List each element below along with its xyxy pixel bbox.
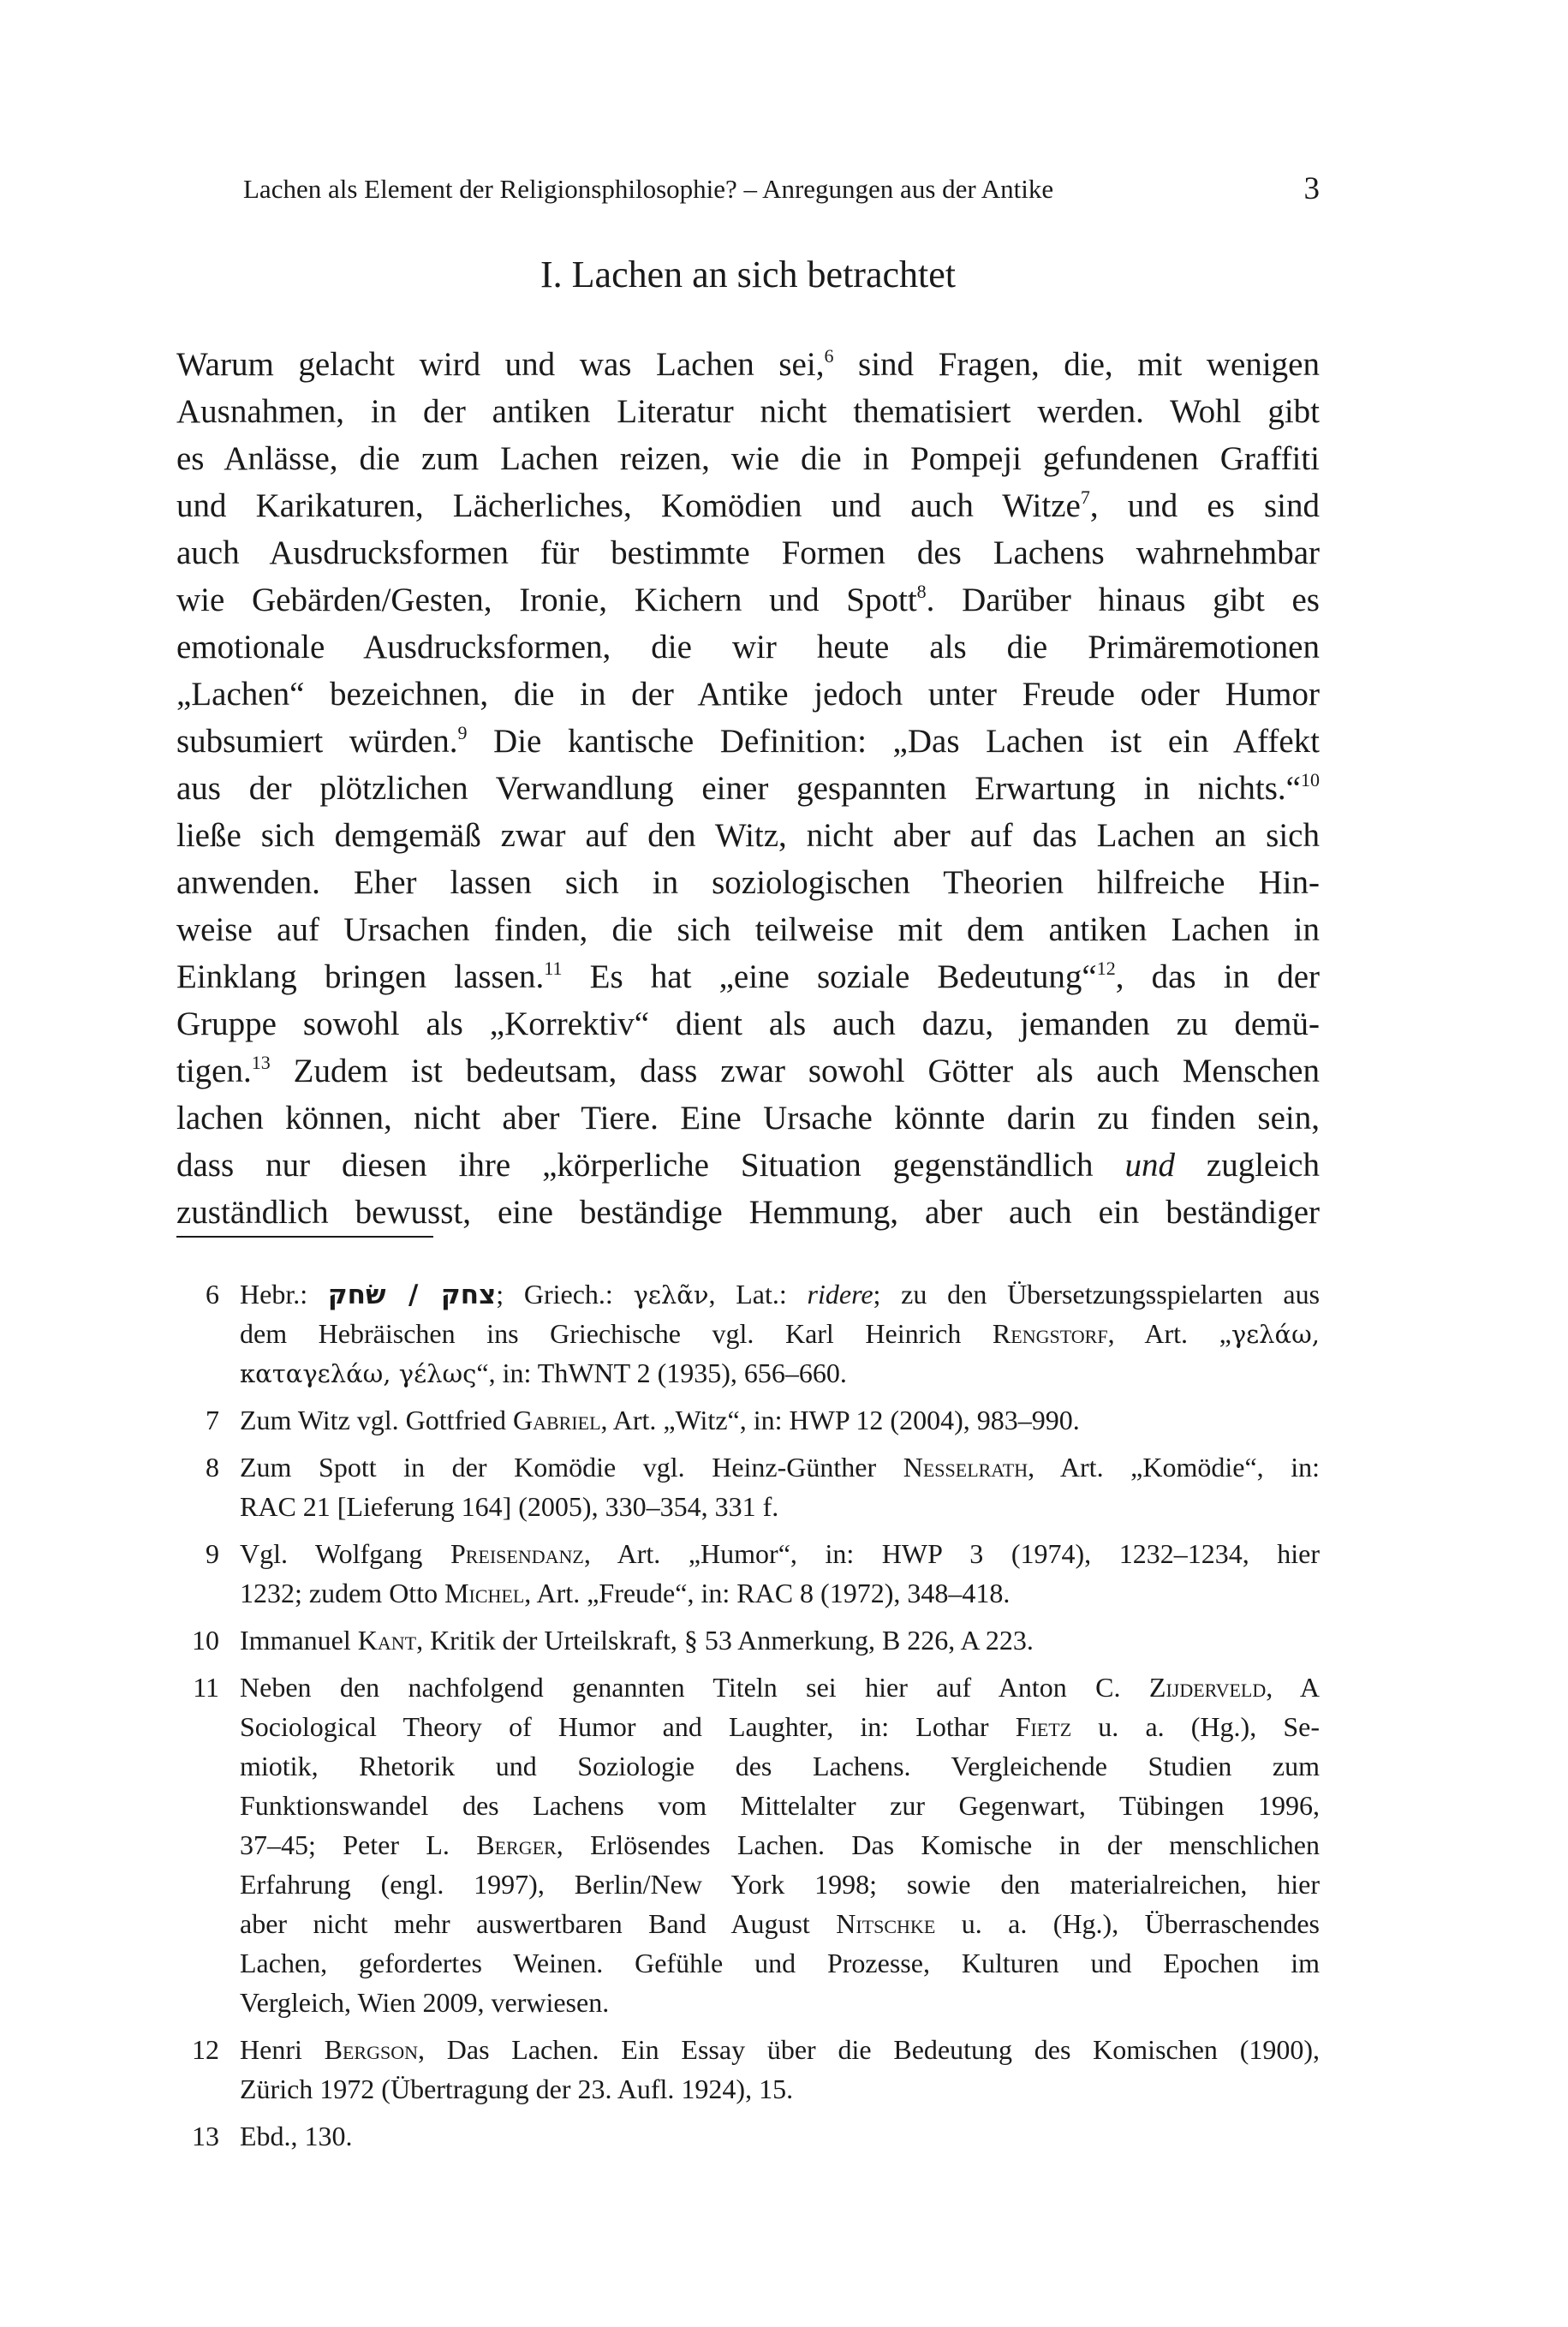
text-segment: Es hat „eine soziale Bedeutung“ (562, 958, 1097, 995)
author-name: Michel (444, 1578, 525, 1608)
author-name: Nesselrath (903, 1452, 1028, 1483)
text-segment: , Art. „Humor“, in: HWP 3 (1974), 1232–1234, hier (583, 1538, 1321, 1569)
author-name: Gabriel (512, 1405, 601, 1435)
footnote-line (240, 1668, 1320, 1707)
footnote-number: 12 (192, 2034, 219, 2065)
text-segment: , A (1266, 1672, 1321, 1703)
text-segment: u. a. (Hg.), Überraschendes (935, 1908, 1321, 1939)
footnote-line: Vergleich, Wien 2009, verwiesen. (240, 1987, 610, 2018)
footnotes (176, 1274, 1320, 2163)
text-segment: Hebr.: (240, 1279, 328, 1310)
footnote-number: 13 (192, 2121, 219, 2151)
footnote-line (240, 1400, 1320, 1440)
footnote-line: Funktionswandel des Lachens vom Mittelalter zur Gegenwart, Tübingen 1996, (240, 1790, 1320, 1821)
author-name: Rengstorf (992, 1318, 1108, 1349)
footnote-line: Ebd., 130. (240, 2121, 353, 2151)
text-segment: Immanuel (240, 1625, 358, 1656)
footnote-number: 9 (206, 1538, 219, 1569)
body-line: zuständlich bewusst, eine beständige Hemmung, aber auch ein beständiger (176, 1194, 1320, 1231)
text-segment: Einklang bringen lassen. (176, 958, 545, 995)
body-line: auch Ausdrucksformen für bestimmte Formen des Lachens wahrnehmbar (176, 534, 1320, 571)
body-text (176, 341, 1320, 1236)
text-segment: 37–45; Peter L. (240, 1829, 477, 1860)
footnote-number: 8 (206, 1452, 219, 1483)
text-segment: , Art. „Freude“, in: RAC 8 (1972), 348–418. (524, 1578, 1011, 1608)
author-name: Nitschke (836, 1908, 936, 1939)
footnote-line (240, 1825, 1320, 1865)
text-segment: u. a. (Hg.), Se- (1071, 1711, 1321, 1742)
body-line (176, 953, 1320, 1000)
text-segment: sind Fragen, die, mit wenigen (833, 346, 1320, 383)
body-line (176, 1047, 1320, 1095)
text-segment: 1232; zudem Otto (240, 1578, 445, 1608)
footnote-line: Zürich 1972 (Übertragung der 23. Aufl. 1924), 15. (240, 2073, 794, 2104)
body-line (176, 1142, 1320, 1189)
running-title: Lachen als Element der Religionsphilosophie? – Anregungen aus der Antike (243, 174, 1054, 204)
text-segment: Zudem ist bedeutsam, dass zwar sowohl Götter als auch Menschen (270, 1053, 1320, 1089)
body-line: es Anlässe, die zum Lachen reizen, wie die in Pompeji gefundenen Graffiti (176, 440, 1320, 477)
footnote-ref-7[interactable]: 7 (1080, 486, 1090, 508)
footnote-11 (176, 1668, 1320, 2022)
text-segment: , und es sind (1089, 487, 1320, 524)
footnote-10 (176, 1620, 1320, 1660)
footnote-ref-10[interactable]: 10 (1301, 769, 1320, 791)
body-line (176, 482, 1320, 529)
author-name: Kant (357, 1625, 417, 1656)
body-line: lachen können, nicht aber Tiere. Eine Ursache könnte darin zu finden sein, (176, 1100, 1320, 1137)
footnote-ref-12[interactable]: 12 (1096, 958, 1116, 979)
text-segment: ; zu den Übersetzungsspielarten aus (873, 1279, 1321, 1310)
text-segment: , das in der (1115, 958, 1320, 995)
body-line: Gruppe sowohl als „Korrektiv“ dient als auch dazu, jemanden zu demü- (176, 1005, 1320, 1042)
footnote-8 (176, 1447, 1320, 1526)
text-segment: Zum Spott in der Komödie vgl. Heinz-Günther (240, 1452, 903, 1483)
body-line: „Lachen“ bezeichnen, die in der Antike jedoch unter Freude oder Humor (176, 676, 1320, 713)
footnote-line (240, 1707, 1320, 1746)
text-segment: Warum gelacht wird und was Lachen sei, (176, 346, 825, 383)
text-segment: , Art. „Witz“, in: HWP 12 (2004), 983–990. (600, 1405, 1080, 1435)
footnote-line: Erfahrung (engl. 1997), Berlin/New York 1998; sowie den materialreichen, hier (240, 1869, 1320, 1900)
body-line: anwenden. Eher lassen sich in soziologischen Theorien hilfreiche Hin- (176, 864, 1320, 901)
footnote-line (240, 1447, 1320, 1487)
greek-text: γελάω, (1231, 1320, 1320, 1349)
footnote-number: 11 (193, 1672, 219, 1703)
footnote-line (240, 1534, 1320, 1573)
text-segment: dass nur diesen ihre „körperliche Situation gegenständlich (176, 1147, 1125, 1184)
author-name: Fietz (1015, 1711, 1072, 1742)
footnote-line (240, 1353, 1320, 1393)
text-segment: dem Hebräischen ins Griechische vgl. Karl Heinrich (240, 1318, 993, 1349)
text-segment: aus der plötzlichen Verwandlung einer gespannten Erwartung in nichts.“ (176, 770, 1301, 807)
footnote-6 (176, 1274, 1320, 1393)
text-segment: , Lat.: (708, 1279, 808, 1310)
footnote-9 (176, 1534, 1320, 1613)
body-line: Ausnahmen, in der antiken Literatur nicht thematisiert werden. Wohl gibt (176, 393, 1320, 430)
text-segment: “, in: ThWNT 2 (1935), 656–660. (476, 1357, 847, 1388)
author-name: Bergson (324, 2034, 418, 2065)
text-segment: , Das Lachen. Ein Essay über die Bedeutung des Komischen (1900), (418, 2034, 1321, 2065)
text-segment: aber nicht mehr auswertbaren Band August (240, 1908, 837, 1939)
footnote-line (240, 2030, 1320, 2069)
text-segment: subsumiert würden. (176, 723, 458, 760)
footnote-number: 6 (206, 1279, 219, 1310)
footnote-ref-6[interactable]: 6 (824, 345, 834, 367)
footnote-12 (176, 2030, 1320, 2109)
footnote-line (240, 1274, 1320, 1314)
text-segment: tigen. (176, 1053, 252, 1089)
text-segment: zugleich (1174, 1147, 1320, 1184)
text-segment: . Darüber hinaus gibt es (926, 582, 1320, 618)
text-segment: ; Griech.: (496, 1279, 634, 1310)
body-line (176, 576, 1320, 624)
body-line (176, 765, 1320, 812)
author-name: Preisendanz (450, 1538, 584, 1569)
footnote-number: 7 (206, 1405, 219, 1435)
author-name: Zijderveld (1148, 1672, 1267, 1703)
footnote-line (240, 1904, 1320, 1943)
text-segment: Vgl. Wolfgang (240, 1538, 450, 1569)
text-segment: und Karikaturen, Lächerliches, Komödien und auch Witze (176, 487, 1081, 524)
footnote-line (240, 1620, 1320, 1660)
footnote-ref-9[interactable]: 9 (457, 722, 468, 743)
hebrew-text: צחק / שׂחק (327, 1280, 497, 1310)
text-segment: Die kantische Definition: „Das Lachen ist ein Affekt (467, 723, 1320, 760)
footnote-line: Lachen, gefordertes Weinen. Gefühle und Prozesse, Kulturen und Epochen im (240, 1948, 1320, 1978)
text-segment: wie Gebärden/Gesten, Ironie, Kichern und Spott (176, 582, 917, 618)
footnote-ref-13[interactable]: 13 (251, 1052, 271, 1073)
running-head (243, 168, 1320, 211)
body-line: ließe sich demgemäß zwar auf den Witz, nicht aber auf das Lachen an sich (176, 817, 1320, 854)
body-line: emotionale Ausdrucksformen, die wir heute als die Primäremotionen (176, 629, 1320, 665)
text-segment: , Kritik der Urteilskraft, § 53 Anmerkung, B 226, A 223. (416, 1625, 1034, 1656)
footnote-divider (176, 1236, 433, 1238)
footnote-line: RAC 21 [Lieferung 164] (2005), 330–354, 331 f. (240, 1491, 779, 1522)
text-segment: Sociological Theory of Humor and Laughter, in: Lothar (240, 1711, 1016, 1742)
author-name: Berger (476, 1829, 557, 1860)
greek-text: γελᾶν (633, 1280, 709, 1310)
text-segment: Henri (240, 2034, 325, 2065)
footnote-line (240, 1573, 1320, 1613)
emphasis: ridere (807, 1279, 873, 1310)
footnote-13 (176, 2116, 1320, 2156)
text-segment: Neben den nachfolgend genannten Titeln sei hier auf Anton C. (240, 1672, 1149, 1703)
footnote-ref-11[interactable]: 11 (544, 958, 563, 979)
page-number: 3 (1303, 171, 1320, 206)
text-segment: , Art. „ (1107, 1318, 1231, 1349)
emphasis: und (1124, 1147, 1175, 1184)
greek-text: καταγελάω, γέλως (240, 1359, 477, 1388)
body-line (176, 341, 1320, 388)
footnote-line (240, 1314, 1320, 1353)
chapter-title: I. Lachen an sich betrachtet (540, 254, 956, 295)
body-line: weise auf Ursachen finden, die sich teilweise mit dem antiken Lachen in (176, 911, 1320, 948)
footnote-7 (176, 1400, 1320, 1440)
text-segment: , Erlösendes Lachen. Das Komische in der menschlichen (556, 1829, 1321, 1860)
footnote-number: 10 (192, 1625, 219, 1656)
footnote-ref-8[interactable]: 8 (916, 581, 927, 602)
text-segment: , Art. „Komödie“, in: (1028, 1452, 1321, 1483)
body-line (176, 718, 1320, 765)
footnote-line: miotik, Rhetorik und Soziologie des Lachens. Vergleichende Studien zum (240, 1751, 1320, 1781)
text-segment: Zum Witz vgl. Gottfried (240, 1405, 513, 1435)
